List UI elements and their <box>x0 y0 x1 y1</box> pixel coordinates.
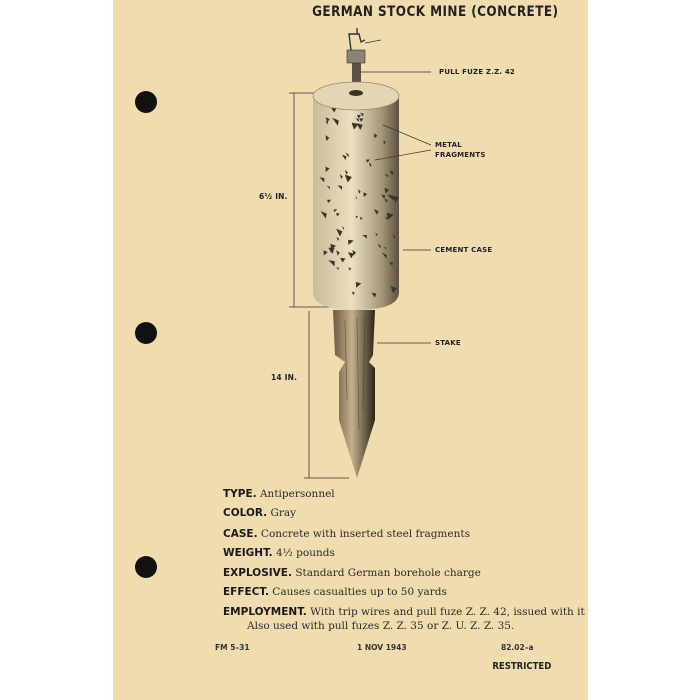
callout-cement-case: CEMENT CASE <box>435 246 493 254</box>
footer-page-code: 82.02–a <box>501 643 534 652</box>
callout-stake: STAKE <box>435 339 461 347</box>
dimension-body-height: 6½ IN. <box>259 192 288 201</box>
classification-marking: RESTRICTED <box>492 661 551 672</box>
footer-date: 1 NOV 1943 <box>357 643 407 652</box>
spec-type: TYPE. Antipersonnel <box>223 488 335 500</box>
page-title: GERMAN STOCK MINE (CONCRETE) <box>311 4 558 20</box>
footer-manual-number: FM 5–31 <box>215 643 250 652</box>
stake <box>333 310 375 478</box>
spec-color: COLOR. Gray <box>223 507 297 519</box>
cement-case <box>313 82 399 310</box>
manual-page <box>113 0 588 700</box>
dimension-stake-height: 14 IN. <box>271 373 298 382</box>
spec-weight: WEIGHT. 4½ pounds <box>223 547 335 559</box>
pull-fuze <box>347 28 381 84</box>
callout-fragments: FRAGMENTS <box>435 151 486 159</box>
spec-case: CASE. Concrete with inserted steel fragments <box>223 528 470 540</box>
spec-explosive: EXPLOSIVE. Standard German borehole charge <box>223 567 481 579</box>
spec-employment-cont: Also used with pull fuzes Z. Z. 35 or Z. U. Z. Z. 35. <box>247 620 515 632</box>
callout-pull-fuze: PULL FUZE Z.Z. 42 <box>439 68 515 76</box>
callout-metal: METAL <box>435 141 462 149</box>
spec-employment: EMPLOYMENT. With trip wires and pull fuze Z. Z. 42, issued with it <box>223 606 585 618</box>
spec-effect: EFFECT. Causes casualties up to 50 yards <box>223 586 447 598</box>
